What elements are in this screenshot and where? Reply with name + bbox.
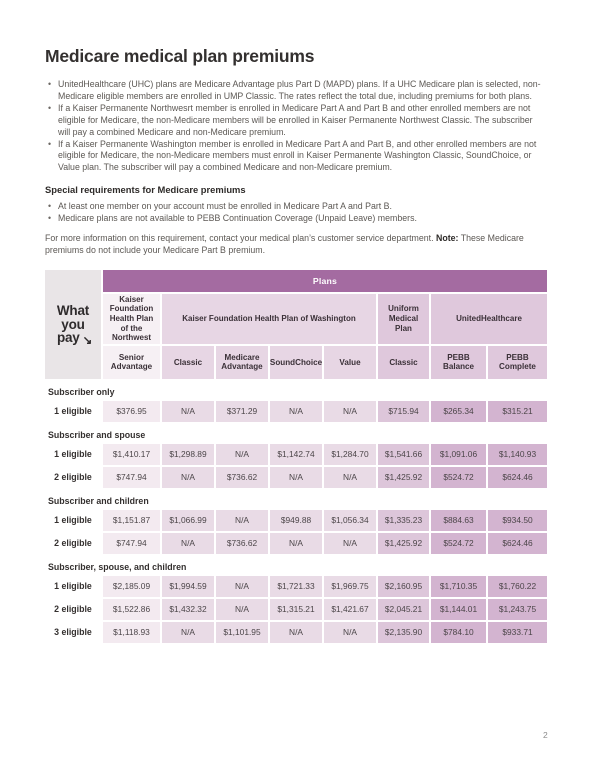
- premium-cell: $624.46: [488, 533, 547, 554]
- premium-cell: $1,522.86: [103, 599, 160, 620]
- premium-cell: $1,541.66: [378, 444, 429, 465]
- plan-group-header: Kaiser Foundation Health Plan of the Northwest: [103, 294, 160, 344]
- plans-header-bar: Plans: [103, 270, 547, 292]
- premium-cell: $1,335.23: [378, 510, 429, 531]
- premium-cell: $524.72: [431, 467, 486, 488]
- medicare-premiums-table: [45, 270, 547, 643]
- row-label: 1 eligible: [54, 449, 92, 460]
- plan-column-header: Medicare Advantage: [216, 346, 268, 379]
- premium-cell: $1,091.06: [431, 444, 486, 465]
- premium-cell: N/A: [324, 467, 376, 488]
- premium-cell: $1,425.92: [378, 533, 429, 554]
- down-right-arrow-icon: ↘: [82, 335, 93, 348]
- plan-column-header: PEBB Complete: [488, 346, 547, 379]
- plan-column-header: Classic: [378, 346, 429, 379]
- bullet-item: • If a Kaiser Permanente Northwesrt member is enrolled in Medicare Part A and Part B and other enrolled members are not eligible for Medicare, the non-Medicare members will be enrolled in Kaiser Permanente Northwest Classic. The subscriber will pay a combined Medicare and non-Medicare premium.: [45, 103, 547, 139]
- what-you-pay-line: [56, 330, 93, 348]
- row-label: 1 eligible: [54, 515, 92, 526]
- premium-cell: N/A: [270, 467, 322, 488]
- premium-cell: N/A: [324, 622, 376, 643]
- premium-cell: $624.46: [488, 467, 547, 488]
- premium-cell: $1,101.95: [216, 622, 268, 643]
- premium-cell: $747.94: [103, 467, 160, 488]
- row-label: 3 eligible: [54, 627, 92, 638]
- plan-group-header: UnitedHealthcare: [431, 294, 547, 344]
- page-title: Medicare medical plan premiums: [45, 46, 315, 66]
- premium-cell: $1,140.93: [488, 444, 547, 465]
- premium-cell: N/A: [270, 533, 322, 554]
- premium-cell: $315.21: [488, 401, 547, 422]
- what-you-pay-text: What: [56, 303, 90, 319]
- premium-cell: $1,118.93: [103, 622, 160, 643]
- section-label: Subscriber only: [45, 381, 547, 399]
- premium-cell: $2,160.95: [378, 576, 429, 597]
- premium-cell: N/A: [162, 401, 214, 422]
- premium-cell: $1,425.92: [378, 467, 429, 488]
- premium-cell: $1,144.01: [431, 599, 486, 620]
- premium-cell: N/A: [324, 401, 376, 422]
- premium-cell: $1,721.33: [270, 576, 322, 597]
- plan-column-header: Value: [324, 346, 376, 379]
- bullet-item: • Medicare plans are not available to PEBB Continuation Coverage (Unpaid Leave) members.: [45, 213, 547, 225]
- premium-cell: N/A: [216, 576, 268, 597]
- row-label: 2 eligible: [54, 604, 92, 615]
- section-label: Subscriber and children: [45, 490, 547, 508]
- premium-cell: $1,066.99: [162, 510, 214, 531]
- premium-cell: N/A: [216, 599, 268, 620]
- plan-column-header: Senior Advantage: [103, 346, 160, 379]
- premium-cell: $934.50: [488, 510, 547, 531]
- premium-cell: N/A: [216, 510, 268, 531]
- what-you-pay-header: [45, 270, 101, 379]
- premium-cell: N/A: [270, 622, 322, 643]
- premium-cell: $1,056.34: [324, 510, 376, 531]
- premium-cell: $1,243.75: [488, 599, 547, 620]
- plan-column-header: Classic: [162, 346, 214, 379]
- premium-cell: $933.71: [488, 622, 547, 643]
- premium-cell: $1,432.32: [162, 599, 214, 620]
- premium-cell: $524.72: [431, 533, 486, 554]
- premium-cell: $2,045.21: [378, 599, 429, 620]
- note-label: Note:: [435, 233, 459, 244]
- premium-cell: $1,284.70: [324, 444, 376, 465]
- section-label: Subscriber, spouse, and children: [45, 556, 547, 574]
- row-label: 1 eligible: [54, 581, 92, 592]
- premium-cell: $715.94: [378, 401, 429, 422]
- premium-cell: N/A: [270, 401, 322, 422]
- plan-group-header: Kaiser Foundation Health Plan of Washington: [162, 294, 376, 344]
- premium-cell: $2,135.90: [378, 622, 429, 643]
- document-content: [45, 46, 547, 643]
- premium-cell: $1,421.67: [324, 599, 376, 620]
- premium-cell: $949.88: [270, 510, 322, 531]
- what-you-pay-text: you: [61, 316, 85, 332]
- premium-cell: $1,142.74: [270, 444, 322, 465]
- premium-cell: $1,410.17: [103, 444, 160, 465]
- paragraph-text: These Medicare premiums do not include your Medicare Part B premium.: [45, 233, 524, 255]
- premium-cell: $1,298.89: [162, 444, 214, 465]
- premium-cell: $747.94: [103, 533, 160, 554]
- what-you-pay-text: pay: [56, 330, 80, 346]
- premium-cell: $784.10: [431, 622, 486, 643]
- premium-cell: $376.95: [103, 401, 160, 422]
- premium-cell: N/A: [162, 533, 214, 554]
- row-label: 2 eligible: [54, 472, 92, 483]
- premium-cell: $371.29: [216, 401, 268, 422]
- premium-cell: $265.34: [431, 401, 486, 422]
- intro-bullet-list: [45, 79, 547, 174]
- premium-cell: $2,185.09: [103, 576, 160, 597]
- premium-cell: $1,760.22: [488, 576, 547, 597]
- more-info-paragraph: [45, 233, 547, 257]
- premium-cell: N/A: [162, 622, 214, 643]
- premium-cell: N/A: [324, 533, 376, 554]
- section-label: Subscriber and spouse: [45, 424, 547, 442]
- row-label: 2 eligible: [54, 538, 92, 549]
- premium-cell: $1,151.87: [103, 510, 160, 531]
- bullet-item: • If a Kaiser Permanente Washington member is enrolled in Medicare Part A and Part B, and other enrolled members are not eligible for Medicare, the non-Medicare members must enroll in Kaiser Permanente Washington Classic, SoundChoice, or Value plan. The subscriber will pay a combined Medicare and non-Medicare premium.: [45, 139, 547, 175]
- premium-cell: $1,994.59: [162, 576, 214, 597]
- paragraph-text: For more information on this requirement, contact your medical plan’s customer service department.: [45, 233, 436, 244]
- plan-column-header: SoundChoice: [270, 346, 322, 379]
- special-requirements-heading: Special requirements for Medicare premiums: [45, 184, 246, 196]
- premium-cell: $736.62: [216, 467, 268, 488]
- plan-column-header: PEBB Balance: [431, 346, 486, 379]
- page-number: 2: [543, 730, 548, 740]
- premium-cell: $1,710.35: [431, 576, 486, 597]
- bullet-item: • At least one member on your account must be enrolled in Medicare Part A and Part B.: [45, 201, 547, 213]
- special-requirements-bullet-list: [45, 201, 547, 225]
- row-label: 1 eligible: [54, 406, 92, 417]
- premium-cell: $884.63: [431, 510, 486, 531]
- premium-cell: N/A: [216, 444, 268, 465]
- bullet-item: • UnitedHealthcare (UHC) plans are Medicare Advantage plus Part D (MAPD) plans. If a UHC Medicare plan is selected, non-Medicare eligible members are enrolled in UMP Classic. The rates reflect the total due, including premiums for both plans.: [45, 79, 547, 103]
- premium-cell: N/A: [162, 467, 214, 488]
- plan-group-header: Uniform Medical Plan: [378, 294, 429, 344]
- premium-cell: $736.62: [216, 533, 268, 554]
- premium-cell: $1,315.21: [270, 599, 322, 620]
- premium-cell: $1,969.75: [324, 576, 376, 597]
- what-you-pay-line: [57, 304, 89, 318]
- what-you-pay-line: [61, 318, 84, 332]
